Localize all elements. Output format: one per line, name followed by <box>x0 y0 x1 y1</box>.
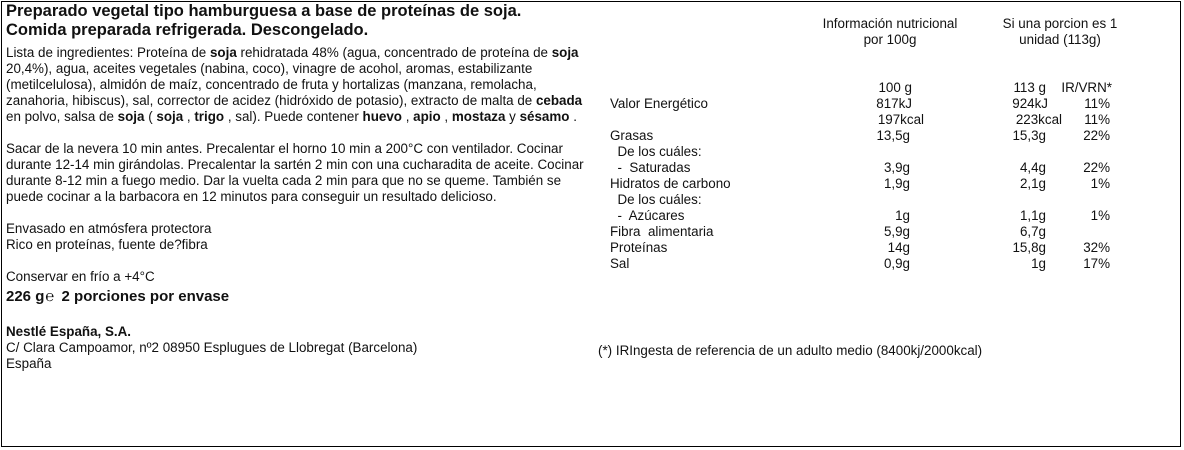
ingredient-text: , <box>440 109 452 124</box>
header-portion-line-1: Si una porcion es 1 <box>1002 16 1118 31</box>
company-name: Nestlé España, S.A. <box>6 324 132 339</box>
protein-label: Proteínas <box>610 240 668 255</box>
nutrition-claim: Rico en proteínas, fuente de?fibra <box>6 237 208 252</box>
ingredient-text: , <box>401 109 414 124</box>
salt-label: Sal <box>610 256 630 271</box>
allergen: sésamo <box>519 109 570 124</box>
saturates-per-100g: 3,9g <box>883 160 910 175</box>
saturates-per-portion: 4,4g <box>1019 160 1046 175</box>
allergen: huevo <box>362 109 402 124</box>
company-country: España <box>6 356 52 371</box>
ingredient-text: 20,4%), agua, aceites vegetales (nabina, coco), vinagre de acohol, aromas, estabilizante (metilcelulosa), almidón de maíz, concentrado de fruta y hortalizas (manzana, remolacha, zanahoria, hibiscus), sal, corrector de acidez (hidróxido de potasio), extracto de malta de <box>6 61 537 108</box>
subheader-100g: 100 g <box>878 80 912 95</box>
energy-kcal-ir: 11% <box>1084 112 1110 127</box>
ingredient-text: . <box>569 109 577 124</box>
energy-kj-ir: 11% <box>1084 96 1110 111</box>
sugars-label: - Azúcares <box>610 208 685 223</box>
carbohydrates-per-portion: 2,1g <box>1019 176 1046 191</box>
ingredient-text: Lista de ingredientes: Proteína de <box>6 45 210 60</box>
energy-kj-portion: 924kJ <box>1012 96 1048 111</box>
allergen: soja <box>209 45 237 60</box>
net-weight: 226 g <box>6 288 45 305</box>
allergen: soja <box>117 109 145 124</box>
subheader-portion: 113 g <box>1013 80 1046 95</box>
packaging-note: Envasado en atmósfera protectora <box>6 221 212 236</box>
portions-per-pack: 2 porciones por envase <box>61 288 230 305</box>
ingredient-text: , sal). Puede contener <box>224 109 363 124</box>
saturates-ir-percent: 22% <box>1083 160 1110 175</box>
header-100g-line-2: por 100g <box>863 32 917 47</box>
ingredient-text: y <box>505 109 520 124</box>
energy-label: Valor Energético <box>610 96 709 111</box>
protein-per-100g: 14g <box>887 240 910 255</box>
saturates-label: - Saturadas <box>610 160 691 175</box>
ingredient-text: rehidratada 48% (agua, concentrado de proteína de <box>236 45 552 60</box>
sugars-per-portion: 1,1g <box>1019 208 1046 223</box>
allergen: mostaza <box>451 109 506 124</box>
fat-ir-percent: 22% <box>1083 128 1110 143</box>
energy-kj-100g: 817kJ <box>876 96 912 111</box>
fibre-per-portion: 6,7g <box>1019 224 1046 239</box>
company-address: C/ Clara Campoamor, nº2 08950 Esplugues de Llobregat (Barcelona) <box>6 340 418 355</box>
ingredient-text: ( <box>144 109 157 124</box>
salt-ir-percent: 17% <box>1083 256 1110 271</box>
protein-per-portion: 15,8g <box>1012 240 1046 255</box>
fat-per-100g: 13,5g <box>876 128 910 143</box>
product-title-line-2: Comida preparada refrigerada. Descongelado. <box>6 21 369 39</box>
sugars-ir-percent: 1% <box>1090 208 1110 223</box>
allergen: soja <box>551 45 579 60</box>
fat-breakdown-heading-label: De los cuáles: <box>610 144 702 159</box>
fat-per-portion: 15,3g <box>1012 128 1046 143</box>
storage-note: Conservar en frío a +4°C <box>6 269 155 284</box>
ingredient-text: en polvo, salsa de <box>6 109 118 124</box>
carbohydrates-ir-percent: 1% <box>1090 176 1110 191</box>
reference-footnote: (*) IRIngesta de referencia de un adulto medio (8400kj/2000kcal) <box>598 343 983 358</box>
allergen: trigo <box>194 109 225 124</box>
energy-kcal-portion: 223kcal <box>1015 112 1062 127</box>
subheader-ir: IR/VRN* <box>1061 80 1112 95</box>
carbohydrates-label: Hidratos de carbono <box>610 176 731 191</box>
fibre-per-100g: 5,9g <box>883 224 910 239</box>
allergen: apio <box>413 109 441 124</box>
product-title-line-1: Preparado vegetal tipo hamburguesa a base de proteínas de soja. <box>6 2 522 20</box>
ingredient-text: , <box>183 109 195 124</box>
protein-ir-percent: 32% <box>1083 240 1110 255</box>
allergen: soja <box>156 109 184 124</box>
allergen: cebada <box>535 93 583 108</box>
carbohydrates-per-100g: 1,9g <box>883 176 910 191</box>
carb-breakdown-heading-label: De los cuáles: <box>610 192 702 207</box>
preparation-instructions: Sacar de la nevera 10 min antes. Precalentar el horno 10 min a 200°C con ventilador. Cocinar durante 12-14 min girándolas. Precalentar la sartén 2 min con una cucharadita de aceite. Cocinar durante 8-12 min a fuego medio. Dar la vuelta cada 2 min para que no se queme. También se puede cocinar a la barbacora en 12 minutos para conseguir un resultado delicioso. <box>6 141 584 204</box>
header-portion-line-2: unidad (113g) <box>1019 32 1101 47</box>
energy-kcal-100g: 197kcal <box>877 112 924 127</box>
salt-per-portion: 1g <box>1031 256 1046 271</box>
header-100g-line-1: Información nutricional <box>822 16 958 31</box>
fibre-label: Fibra alimentaria <box>610 224 714 239</box>
salt-per-100g: 0,9g <box>883 256 910 271</box>
estimated-sign-icon: ℮ <box>45 288 55 305</box>
sugars-per-100g: 1g <box>895 208 910 223</box>
fat-label: Grasas <box>610 128 654 143</box>
